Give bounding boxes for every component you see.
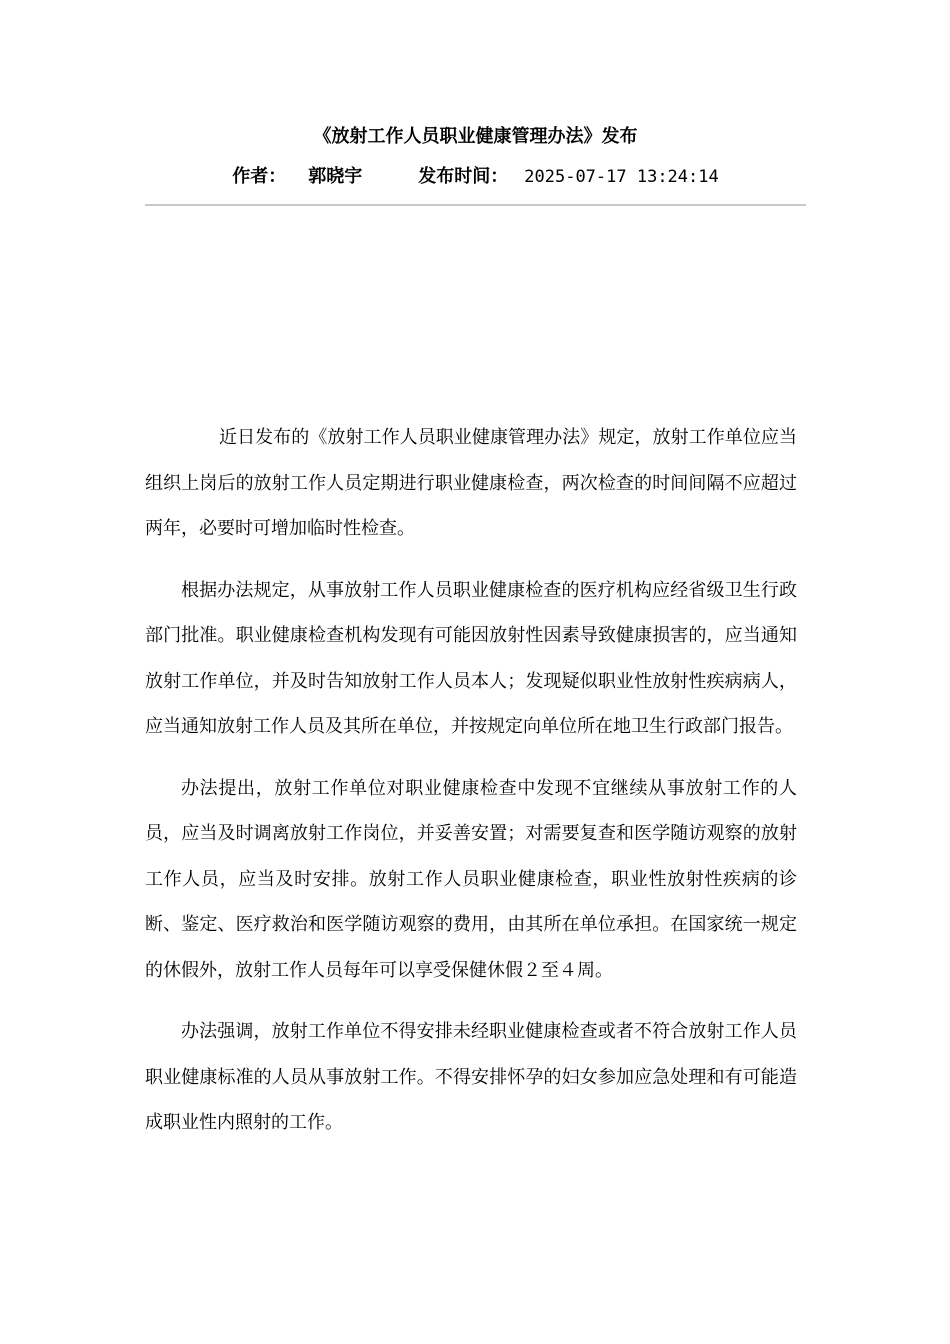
author-label: 作者：: [232, 166, 287, 187]
paragraph: 近日发布的《放射工作人员职业健康管理办法》规定，放射工作单位应当组织上岗后的放射工作人员定期进行职业健康检查，两次检查的时间间隔不应超过两年，必要时可增加临时性检查。: [145, 427, 797, 539]
publish-time: 2025-07-17 13:24:14: [524, 167, 719, 187]
article-title: 《放射工作人员职业健康管理办法》发布: [313, 126, 638, 147]
article-body: [145, 415, 797, 1162]
paragraph: 根据办法规定，从事放射工作人员职业健康检查的医疗机构应经省级卫生行政部门批准。职业健康检查机构发现有可能因放射性因素导致健康损害的，应当通知放射工作单位，并及时告知放射工作人员本人；发现疑似职业性放射性疾病病人，应当通知放射工作人员及其所在单位，并按规定向单位所在地卫生行政部门报告。: [145, 579, 797, 737]
paragraph: 办法提出，放射工作单位对职业健康检查中发现不宜继续从事放射工作的人员，应当及时调离放射工作岗位，并妥善安置；对需要复查和医学随访观察的放射工作人员，应当及时安排。放射工作人员职业健康检查，职业性放射性疾病的诊断、鉴定、医疗救治和医学随访观察的费用，由其所在单位承担。在国家统一规定的休假外，放射工作人员每年可以享受保健休假２至４周。: [145, 777, 797, 981]
author-name: 郭晓宇: [308, 166, 363, 187]
article-meta: [145, 156, 806, 198]
paragraph: 办法强调，放射工作单位不得安排未经职业健康检查或者不符合放射工作人员职业健康标准的人员从事放射工作。不得安排怀孕的妇女参加应急处理和有可能造成职业性内照射的工作。: [145, 1021, 797, 1133]
article-header: [145, 118, 806, 198]
publish-time-label: 发布时间：: [418, 166, 509, 187]
header-divider: [145, 204, 806, 206]
